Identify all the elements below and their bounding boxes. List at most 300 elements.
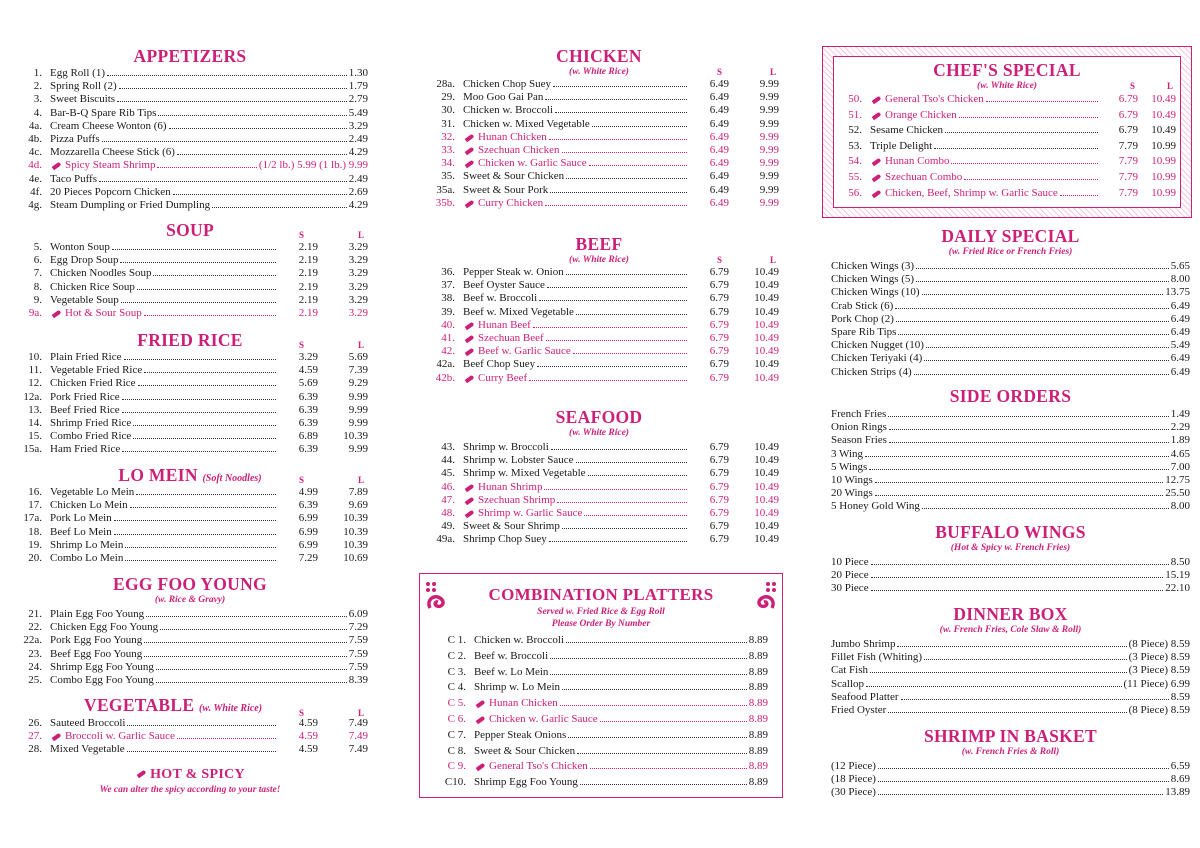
item-price: 2.29 [1170,421,1190,434]
menu-item [12,120,368,133]
menu-item [12,80,368,93]
dot-leader [533,327,687,328]
item-number: 48. [441,506,455,519]
section-title: EGG FOO YOUNG [113,574,267,594]
item-name: 5 Wings [831,460,868,473]
item-price-small: 6.79 [709,266,729,278]
item-price-small: 4.59 [298,743,318,756]
dot-leader [922,294,1164,295]
item-number: C 4. [447,681,466,694]
hot-pepper-icon [465,374,475,382]
section-subtitle: (w. White Rice) [569,428,629,438]
dot-leader [951,163,1098,164]
item-price-small: 6.79 [709,533,729,546]
hot-pepper-icon [872,174,882,182]
item-number: 24. [28,660,42,673]
menu-item [834,92,1176,108]
item-price: 7.59 [348,647,368,660]
item-price-small: 6.79 [709,358,729,371]
item-price: 8.50 [1170,556,1190,568]
dot-leader [871,590,1164,591]
item-number: 42b. [435,371,455,384]
menu-item [831,556,1190,569]
dot-leader [114,534,276,535]
soup-section [12,220,368,320]
menu-item [831,461,1190,474]
menu-list [12,717,368,757]
menu-item [831,786,1190,799]
menu-item [831,664,1190,677]
menu-item [12,486,368,499]
item-name: Hot & Sour Soup [65,306,142,319]
item-price: 6.49 [1170,365,1190,378]
item-name: Shrimp Egg Foo Young [474,776,578,789]
dot-leader [544,489,687,490]
item-price: 8.89 [748,665,768,678]
section-title: DAILY SPECIAL [941,226,1080,246]
menu-item [419,467,779,480]
item-number: 31. [441,117,455,130]
dot-leader [878,794,1163,795]
item-number: 46. [441,480,455,493]
menu-item [424,728,768,744]
item-name: Curry Beef [478,371,528,384]
section-subtitle: (Soft Noodles) [202,473,262,484]
section-subtitle: (w. White Rice) [977,81,1037,91]
item-number: 12. [28,377,42,390]
item-name: Chicken Strips (4) [831,365,912,378]
item-price-large: 10.49 [754,371,779,384]
dot-leader [550,192,687,193]
item-name: Chicken Nugget (10) [831,339,924,352]
dot-leader [934,148,1098,149]
menu-item [831,569,1190,582]
item-name: Bar-B-Q Spare Rib Tips [50,106,157,119]
item-number: 27. [28,730,42,743]
menu-item [419,157,779,170]
item-price-large: 9.99 [759,157,779,170]
side-orders-section [831,386,1190,514]
menu-item [12,391,368,404]
menu-item [831,300,1190,313]
hot-pepper-icon [465,497,475,505]
item-price-large: 10.49 [754,454,779,467]
item-name: Seafood Platter [831,690,899,703]
item-name: Beef w. Mixed Vegetable [463,305,574,318]
menu-item [12,648,368,661]
hot-pepper-icon [465,160,475,168]
menu-item [419,533,779,546]
item-number: 4d. [28,159,42,172]
item-number: C 3. [447,665,466,678]
menu-item [831,638,1190,651]
menu-list [12,351,368,457]
item-number: 39. [441,305,455,318]
dot-leader [922,508,1169,509]
item-price: 6.49 [1170,352,1190,365]
item-number: 40. [441,318,455,331]
menu-item [424,665,768,681]
dot-leader [878,768,1169,769]
item-name: Shrimp w. Garlic Sauce [478,506,583,519]
section-subtitle: Served w. Fried Rice & Egg Roll [537,607,665,617]
section-subtitle: (w. White Rice) [569,255,629,265]
item-price: 7.59 [348,660,368,673]
item-price-large: 10.49 [754,279,779,292]
item-number: 9a. [28,306,42,319]
hot-pepper-icon [872,111,882,119]
dot-leader [125,547,276,548]
hot-pepper-icon [476,700,486,708]
item-price-small: 4.59 [298,717,318,729]
menu-item [12,107,368,120]
item-name: Vegetable Lo Mein [50,486,135,498]
item-name: Hunan Beef [478,318,531,331]
menu-item [834,139,1176,155]
item-number: C10. [444,776,466,789]
item-name: Cat Fish [831,664,868,677]
item-price: 3.29 [348,119,368,132]
item-name: Onion Rings [831,421,887,434]
section-subtitle: (Hot & Spicy w. French Fries) [950,543,1071,553]
item-price-large: 10.49 [1151,108,1176,121]
menu-item [12,93,368,106]
item-price-small: 6.89 [298,430,318,443]
item-name: Mixed Vegetable [50,743,125,756]
menu-item [424,696,768,712]
item-price: 2.49 [348,132,368,145]
item-name: Chicken Wings (5) [831,273,915,286]
item-name: Hunan Shrimp [478,480,543,493]
dot-leader [546,340,687,341]
item-name: Chicken Wings (10) [831,286,920,299]
dot-leader [566,178,687,179]
section-title: SEAFOOD [555,407,643,427]
dot-leader [959,117,1098,118]
small-size-label: S [1130,81,1136,91]
menu-item [12,404,368,417]
dot-leader [871,564,1169,565]
item-number: 23. [28,647,42,660]
item-price: 4.65 [1170,447,1190,460]
menu-item [419,170,779,183]
item-name: Beef Fried Rice [50,403,120,416]
item-price: 5.49 [1170,339,1190,352]
menu-item [834,186,1176,202]
item-price-small: 6.79 [709,506,729,519]
item-price: 8.39 [348,673,368,686]
item-price-small: 7.79 [1118,155,1138,168]
item-number: 45. [441,467,455,480]
item-number: 25. [28,673,42,686]
item-name: 3 Wing [831,447,864,460]
item-number: 22a. [23,634,42,647]
item-name: 20 Piece [831,569,869,582]
dot-leader [120,262,276,263]
item-price-large: 10.49 [754,331,779,344]
item-name: General Tso's Chicken [885,93,984,105]
item-name: Moo Goo Gai Pan [463,91,544,104]
item-price: 4.29 [348,198,368,211]
item-price-large: 9.99 [348,403,368,416]
chicken-section [419,46,779,210]
item-price-large: 10.49 [754,467,779,480]
item-name: (18 Piece) [831,773,876,786]
item-price-small: 5.69 [298,377,318,390]
item-price-large: 9.99 [759,170,779,183]
spicy-note-text: We can alter the spicy according to your taste! [99,785,281,795]
small-size-label: S [717,255,723,265]
menu-item [12,526,368,539]
menu-item [831,582,1190,595]
section-title-text: VEGETABLE [84,695,195,715]
dot-leader [573,353,687,354]
item-price: 13.75 [1165,286,1190,299]
item-price: 5.65 [1170,260,1190,272]
item-price: (11 Piece) 6.99 [1123,677,1190,690]
item-price-small: 6.39 [298,499,318,512]
section-title-text: LO MEIN [118,465,198,485]
menu-item [12,743,368,756]
item-price: (8 Piece) 8.59 [1128,638,1190,650]
item-name: (12 Piece) [831,760,876,772]
hot-spicy-note [12,766,368,796]
hot-pepper-icon [465,199,475,207]
item-name: French Fries [831,408,887,420]
dot-leader [924,659,1127,660]
dot-leader [577,753,747,754]
item-name: Orange Chicken [885,108,957,121]
item-price-small: 2.19 [298,241,318,253]
menu-item [419,345,779,358]
dot-leader [549,139,687,140]
menu-item [12,443,368,456]
section-title: FRIED RICE [137,330,243,350]
menu-item [419,306,779,319]
egg-foo-young-section [12,574,368,687]
item-price-small: 4.59 [298,730,318,743]
menu-item [12,67,368,80]
menu-list [419,441,779,547]
dot-leader [133,425,276,426]
menu-item [424,680,768,696]
dot-leader [871,577,1164,578]
menu-item [12,552,368,565]
dot-leader [588,475,687,476]
item-number: 16. [28,486,42,498]
item-price: 8.00 [1170,500,1190,513]
menu-item [12,241,368,254]
menu-item [419,520,779,533]
item-price: 8.59 [1170,690,1190,703]
dot-leader [177,738,276,739]
section-title: COMBINATION PLATTERS [488,585,714,604]
item-price-large: 10.39 [343,430,368,443]
dot-leader [99,181,347,182]
dot-leader [144,315,276,316]
large-size-label: L [358,475,365,485]
item-number: C 5. [447,697,466,710]
item-price-small: 4.99 [298,486,318,498]
item-price-large: 9.99 [348,443,368,456]
swirl-ornament-icon [424,580,450,610]
item-name: Season Fries [831,434,887,447]
menu-item [831,704,1190,717]
menu-list [12,67,368,212]
item-price: 8.89 [748,728,768,741]
item-name: Chicken Teriyaki (4) [831,352,923,365]
menu-item [12,730,368,743]
item-number: 37. [441,279,455,292]
menu-item [419,279,779,292]
menu-item [12,512,368,525]
menu-list [831,638,1190,717]
dot-leader [102,141,347,142]
combination-platters-box [419,573,783,798]
dot-leader [121,302,276,303]
item-name: Shrimp w. Broccoli [463,441,549,453]
menu-item [419,332,779,345]
item-name: Shrimp w. Mixed Vegetable [463,467,586,480]
item-name: Crab Stick (6) [831,299,894,312]
section-title [12,695,368,718]
item-name: Sweet Biscuits [50,93,116,106]
item-price-large: 3.29 [348,267,368,280]
item-name: 10 Wings [831,473,873,486]
item-price: 7.29 [348,621,368,634]
item-number: 4f. [30,185,42,198]
hot-pepper-icon [465,510,475,518]
item-name: Beef Chop Suey [463,358,536,371]
item-name: Beef Egg Foo Young [50,647,143,660]
item-number: 4b. [28,132,42,145]
item-number: 52. [848,124,862,137]
item-price-large: 7.49 [348,743,368,756]
item-price: 8.89 [748,649,768,662]
item-name: Chicken w. Garlic Sauce [489,712,598,725]
item-price-large: 10.49 [754,345,779,358]
item-number: 7. [33,267,42,280]
item-number: 4e. [28,172,42,185]
item-name: Chicken Wings (3) [831,260,915,272]
dot-leader [1060,195,1098,196]
menu-item [831,691,1190,704]
dot-leader [562,152,687,153]
size-header [419,255,779,266]
item-number: 1. [33,67,42,79]
item-price: 8.89 [748,744,768,757]
beef-section [419,234,779,385]
item-name: Spare Rib Tips [831,325,897,338]
dot-leader [926,347,1169,348]
dot-leader [568,737,746,738]
item-price: 15.19 [1165,569,1190,582]
item-name: Triple Delight [870,139,933,152]
item-price-small: 6.79 [709,318,729,331]
menu-item [419,507,779,520]
item-name: Beef w. Garlic Sauce [478,345,571,358]
item-name: Cream Cheese Wonton (6) [50,119,167,132]
dot-leader [529,380,687,381]
dot-leader [545,205,687,206]
item-price: (3 Piece) 8.59 [1128,651,1190,664]
item-name: Fillet Fish (Whiting) [831,651,923,664]
item-price-large: 10.49 [754,318,779,331]
dot-leader [916,281,1169,282]
section-subtitle: (w. French Fries & Roll) [961,747,1060,757]
item-price-small: 6.79 [709,292,729,305]
item-price-large: 3.29 [348,254,368,267]
item-number: 17a. [23,512,42,525]
item-price: (3 Piece) 8.59 [1128,664,1190,677]
menu-item [834,123,1176,139]
item-number: 8. [33,280,42,293]
item-name: Scallop [831,677,864,690]
menu-item [419,292,779,305]
menu-item [12,133,368,146]
dot-leader [549,541,687,542]
item-number: 13. [28,403,42,416]
item-name: Shrimp Lo Mein [50,538,124,551]
item-price-large: 7.49 [348,717,368,729]
item-price-small: 6.49 [709,78,729,90]
item-name: Combo Fried Rice [50,430,132,443]
section-subtitle: (w. White Rice) [199,703,263,714]
section-title: BUFFALO WINGS [935,522,1086,542]
menu-item [419,372,779,385]
item-name: Beef w. Lo Mein [474,665,549,678]
menu-list [12,486,368,565]
dot-leader [130,507,276,508]
buffalo-wings-section [831,522,1190,596]
dot-leader [869,469,1168,470]
menu-item [424,633,768,649]
large-size-label: L [358,708,365,718]
item-price: 1.30 [348,67,368,79]
dot-leader [560,705,747,706]
item-price-large: 5.69 [348,351,368,363]
item-price-large: 9.99 [759,91,779,104]
item-price-small: 6.79 [1118,108,1138,121]
item-name: Vegetable Soup [50,293,119,306]
item-name: Combo Egg Foo Young [50,673,154,686]
item-price-small: 6.39 [298,403,318,416]
item-price: 4.29 [348,146,368,159]
item-name: Pork Fried Rice [50,390,120,403]
item-number: 3. [33,93,42,106]
item-number: 28. [28,743,42,756]
menu-item [419,184,779,197]
item-price-small: 2.19 [298,267,318,280]
menu-item [424,649,768,665]
item-name: Shrimp w. Lobster Sauce [463,454,574,467]
item-number: 22. [28,621,42,634]
dot-leader [888,416,1168,417]
item-price-large: 10.39 [343,525,368,538]
item-name: Shrimp Egg Foo Young [50,660,154,673]
dot-leader [914,374,1169,375]
dot-leader [173,194,347,195]
item-name: Hunan Combo [885,155,950,168]
dot-leader [562,689,747,690]
dot-leader [153,275,276,276]
section-title: SOUP [166,220,214,240]
seafood-section [419,407,779,547]
item-price: 25.50 [1165,487,1190,500]
item-name: Szechuan Shrimp [478,493,556,506]
item-name: Ham Fried Rice [50,443,121,456]
item-price: (8 Piece) 8.59 [1128,703,1190,716]
